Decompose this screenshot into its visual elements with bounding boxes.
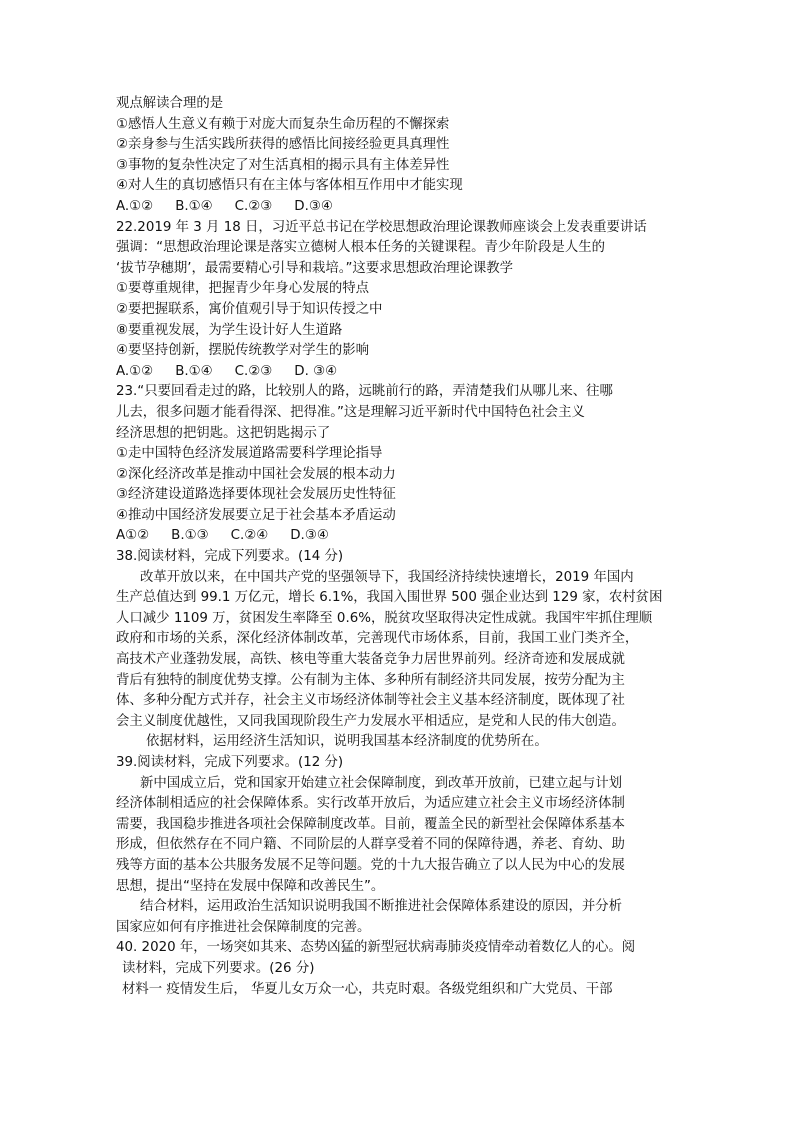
q23-item-4: ④推动中国经济发展要立足于社会基本矛盾运动 bbox=[116, 507, 396, 523]
q40-line-2: 读材料，完成下列要求。(26 分) bbox=[122, 960, 315, 976]
q22-line-1: 22.2019 年 3 月 18 日，习近平总书记在学校思想政治理论课教师座谈会上发表重要讲话 bbox=[116, 219, 647, 235]
q22-item-2: ②要把握联系，寓价值观引导于知识传授之中 bbox=[116, 301, 383, 317]
exam-page bbox=[116, 94, 663, 1000]
q23-option-d: D.③④ bbox=[290, 528, 329, 544]
q22-item-3: ⑧要重视发展，为学生设计好人生道路 bbox=[116, 322, 343, 338]
q22-line-2: 强调：“思想政治理论课是落实立德树人根本任务的关键课程。青少年阶段是人生的 bbox=[116, 240, 605, 256]
q21-item-4: ④对人生的真切感悟只有在主体与客体相互作用中才能实现 bbox=[116, 178, 463, 194]
q22-item-1: ①要尊重规律，把握青少年身心发展的特点 bbox=[116, 281, 370, 297]
q38-question: 依据材料，运用经济生活知识，说明我国基本经济制度的优势所在。 bbox=[146, 734, 548, 750]
q21-stem: 观点解读合理的是 bbox=[116, 96, 224, 111]
q21-option-d: D.③④ bbox=[294, 198, 333, 214]
q22-line-3: ‘拔节孕穗期’，最需要精心引导和栽培。”这要求思想政治理论课教学 bbox=[116, 260, 514, 276]
q22-option-c: C.②③ bbox=[234, 363, 273, 379]
q38-paragraph-line: 改革开放以来，在中国共产党的坚强领导下，我国经济持续快速增长，2019 年国内 bbox=[140, 569, 634, 585]
q39-question-line: 结合材料，运用政治生活知识说明我国不断推进社会保障体系建设的原因，并分析 bbox=[140, 899, 623, 915]
q39-paragraph-line: 新中国成立后，党和国家开始建立社会保障制度，到改革开放前，已建立起与计划 bbox=[140, 775, 623, 791]
q21-option-b: B.①④ bbox=[175, 198, 213, 214]
q39-paragraph-line: 思想，提出“坚持在发展中保障和改善民生”。 bbox=[116, 878, 385, 894]
q22-option-d: D. ③④ bbox=[294, 363, 338, 379]
q40-line-1: 40. 2020 年，一场突如其来、态势凶猛的新型冠状病毒肺炎疫情牵动着数亿人的心。阅 bbox=[116, 940, 636, 956]
q23-item-2: ②深化经济改革是推动中国社会发展的根本动力 bbox=[116, 466, 396, 482]
q39-question-line: 国家应如何有序推进社会保障制度的完善。 bbox=[116, 919, 371, 935]
q21-item-3: ③事物的复杂性决定了对生活真相的揭示具有主体差异性 bbox=[116, 157, 450, 173]
q23-line-1: 23.“只要回看走过的路，比较别人的路，远眺前行的路，弄清楚我们从哪儿来、往哪 bbox=[116, 384, 613, 400]
q38-paragraph-line: 背后有独特的制度优势支撑。公有制为主体、多种所有制经济共同发展，按劳分配为主 bbox=[116, 672, 625, 688]
q23-option-b: B.①③ bbox=[171, 528, 209, 544]
q22-option-b: B.①④ bbox=[175, 363, 213, 379]
q23-options bbox=[116, 526, 656, 547]
q21-item-2: ②亲身参与生活实践所获得的感悟比间接经验更具真理性 bbox=[116, 137, 450, 153]
q39-paragraph-line: 经济体制相适应的社会保障体系。实行改革开放后，为适应建立社会主义市场经济体制 bbox=[116, 796, 625, 812]
q38-title: 38.阅读材料，完成下列要求。(14 分) bbox=[116, 549, 344, 565]
q23-option-c: C.②④ bbox=[230, 528, 269, 544]
q22-option-a: A.①② bbox=[116, 363, 154, 379]
q21-options bbox=[116, 197, 656, 218]
q38-paragraph-line: 生产总值达到 99.1 万亿元，增长 6.1%，我国入围世界 500 强企业达到 129 家，农村贫困 bbox=[116, 590, 663, 606]
q22-options bbox=[116, 362, 656, 383]
q39-title: 39.阅读材料，完成下列要求。(12 分) bbox=[116, 755, 344, 770]
q21-option-c: C.②③ bbox=[234, 198, 273, 214]
q23-item-1: ①走中国特色经济发展道路需要科学理论指导 bbox=[116, 446, 383, 462]
q23-line-3: 经济思想的把钥匙。这把钥匙揭示了 bbox=[116, 425, 331, 441]
q21-item-1: ①感悟人生意义有赖于对庞大而复杂生命历程的不懈探索 bbox=[116, 116, 450, 132]
q38-paragraph-line: 体、多种分配方式并存，社会主义市场经济体制等社会主义基本经济制度，既体现了社 bbox=[116, 693, 625, 709]
q40-material-1: 材料一 疫情发生后， 华夏儿女万众一心，共克时艰。各级党组织和广大党员、干部 bbox=[122, 981, 613, 997]
q21-option-a: A.①② bbox=[116, 198, 154, 214]
q38-paragraph-line: 政府和市场的关系，深化经济体制改革，完善现代市场体系，目前，我国工业门类齐全， bbox=[116, 631, 639, 647]
q39-paragraph-line: 需要，我国稳步推进各项社会保障制度改革。目前，覆盖全民的新型社会保障体系基本 bbox=[116, 816, 625, 832]
q39-paragraph-line: 残等方面的基本公共服务发展不足等问题。党的十九大报告确立了以人民为中心的发展 bbox=[116, 857, 625, 873]
q22-item-4: ④要坚持创新，摆脱传统教学对学生的影响 bbox=[116, 343, 370, 359]
q38-paragraph-line: 会主义制度优越性，又同我国现阶段生产力发展水平相适应，是党和人民的伟大创造。 bbox=[116, 713, 625, 729]
q39-paragraph-line: 形成，但依然存在不同户籍、不同阶层的人群享受着不同的保障待遇，养老、育幼、助 bbox=[116, 837, 625, 853]
q23-item-3: ③经济建设道路选择要体现社会发展历史性特征 bbox=[116, 487, 396, 503]
q23-line-2: 儿去，很多问题才能看得深、把得准。”这是理解习近平新时代中国特色社会主义 bbox=[116, 404, 585, 420]
q38-paragraph-line: 人口减少 1109 万，贫困发生率降至 0.6%，脱贫攻坚取得决定性成就。我国牢牢抓住理顺 bbox=[116, 610, 653, 626]
q23-option-a: A①② bbox=[116, 528, 150, 544]
q38-paragraph-line: 高技术产业蓬勃发展，高铁、核电等重大装备竞争力居世界前列。经济奇迹和发展成就 bbox=[116, 652, 625, 668]
